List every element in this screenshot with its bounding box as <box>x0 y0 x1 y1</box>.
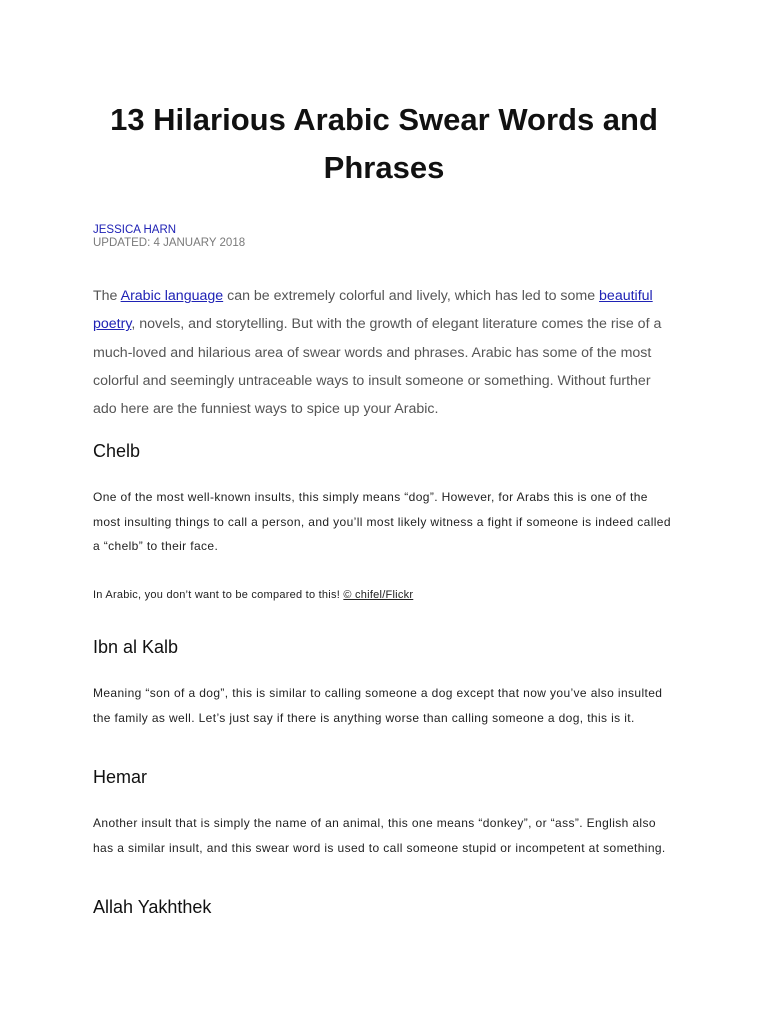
intro-line <box>93 367 661 395</box>
body-line: Meaning “son of a dog”, this is similar to calling someone a dog except that now you’ve also insulted <box>93 686 663 700</box>
section-heading: Hemar <box>93 767 148 787</box>
photo-credit-link[interactable]: © chifel/Flickr <box>343 589 414 601</box>
intro-text: ado here are the funniest ways to spice up your Arabic. <box>93 401 439 418</box>
body-line: the family as well. Let’s just say if there is anything worse than calling someone a dog, this is it. <box>93 710 635 725</box>
body-line: a “chelb” to their face. <box>93 539 219 553</box>
intro-line <box>93 282 661 310</box>
article-title-line: 13 Hilarious Arabic Swear Words and <box>110 102 658 137</box>
arabic-language-link[interactable]: Arabic language <box>120 288 224 304</box>
intro-line <box>93 339 661 367</box>
section-body <box>93 811 666 860</box>
section-heading: Ibn al Kalb <box>93 637 179 657</box>
intro-text: can be extremely colorful and lively, which has led to some <box>223 288 600 304</box>
beautiful-poetry-link[interactable]: beautiful <box>599 288 653 304</box>
section-body <box>93 681 662 730</box>
intro-line <box>93 395 661 423</box>
section-heading: Chelb <box>93 441 141 461</box>
author-link[interactable]: JESSICA HARN <box>93 224 177 236</box>
section-body <box>93 485 671 559</box>
article-title <box>0 96 768 192</box>
intro-paragraph <box>93 282 661 423</box>
section-heading: Allah Yakhthek <box>93 897 212 917</box>
updated-date: UPDATED: 4 JANUARY 2018 <box>93 237 246 249</box>
body-line: has a similar insult, and this swear word is used to call someone stupid or incompetent at something. <box>93 840 666 855</box>
intro-line <box>93 310 661 338</box>
caption-text: In Arabic, you don’t want to be compared to this! <box>93 589 344 601</box>
body-line: One of the most well-known insults, this simply means “dog”. However, for Arabs this is one of the <box>93 490 648 504</box>
intro-text: , novels, and storytelling. But with the growth of elegant literature comes the rise of a <box>131 316 662 333</box>
beautiful-poetry-link[interactable]: poetry <box>93 316 132 333</box>
image-caption <box>93 587 413 603</box>
body-line: most insulting things to call a person, and you’ll most likely witness a fight if someone is indeed called <box>93 514 671 529</box>
body-line: Another insult that is simply the name of an animal, this one means “donkey”, or “ass”. English also <box>93 816 656 830</box>
intro-text: colorful and seemingly untraceable ways to insult someone or something. Without further <box>93 372 651 389</box>
intro-text: much-loved and hilarious area of swear words and phrases. Arabic has some of the most <box>93 344 652 361</box>
article-title-line: Phrases <box>323 150 445 185</box>
intro-text: The <box>93 288 121 304</box>
byline <box>93 224 245 250</box>
